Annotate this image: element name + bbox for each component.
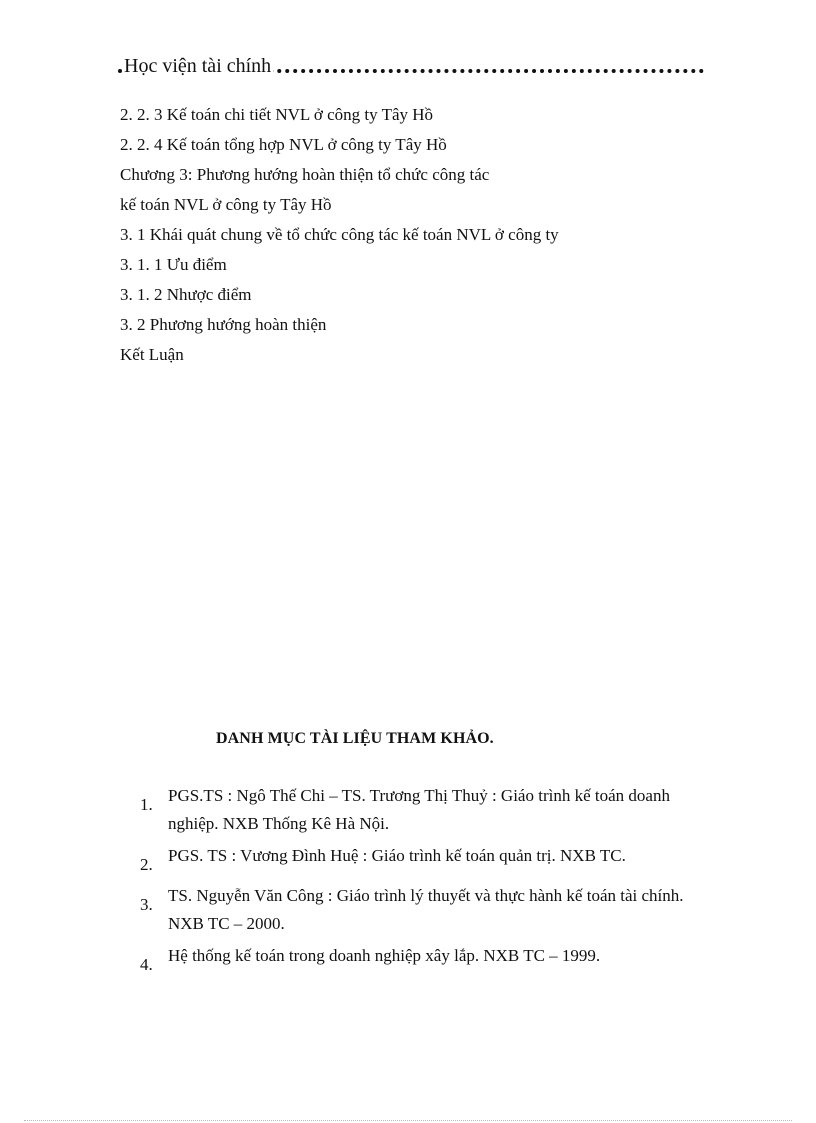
toc-line: 2. 2. 3 Kế toán chi tiết NVL ở công ty Tây Hồ — [120, 105, 434, 124]
page-header — [118, 52, 704, 80]
toc-line: Kết Luận — [120, 345, 184, 364]
reference-text: PGS.TS : Ngô Thế Chi – TS. Trương Thị Thuỷ : Giáo trình kế toán doanh nghiệp. NXB Thống Kê Hà Nội. — [168, 786, 670, 833]
toc-line: 3. 1. 1 Ưu điểm — [120, 255, 227, 274]
references-list — [140, 782, 700, 982]
reference-number: 4. — [140, 955, 153, 974]
toc-line: Chương 3: Phương hướng hoàn thiện tổ chức công tác — [120, 165, 490, 184]
reference-number: 3. — [140, 895, 153, 914]
reference-item — [140, 942, 700, 978]
table-of-contents — [120, 100, 559, 370]
toc-line: 3. 2 Phương hướng hoàn thiện — [120, 315, 327, 334]
reference-text: TS. Nguyễn Văn Công : Giáo trình lý thuyết và thực hành kế toán tài chính. NXB TC – 2000. — [168, 886, 684, 933]
reference-item — [140, 882, 700, 938]
reference-text: Hệ thống kế toán trong doanh nghiệp xây lắp. NXB TC – 1999. — [168, 946, 601, 965]
reference-text: PGS. TS : Vương Đình Huệ : Giáo trình kế toán quản trị. NXB TC. — [168, 846, 626, 865]
reference-item — [140, 842, 700, 878]
page-bottom-rule — [24, 1120, 792, 1121]
toc-line: kế toán NVL ở công ty Tây Hồ — [120, 195, 332, 214]
header-title: Học viện tài chính — [124, 52, 273, 80]
reference-number: 2. — [140, 855, 153, 874]
reference-number: 1. — [140, 795, 153, 814]
toc-line: 2. 2. 4 Kế toán tổng hợp NVL ở công ty Tây Hồ — [120, 135, 447, 154]
references-title: DANH MỤC TÀI LIỆU THAM KHẢO. — [216, 730, 494, 747]
toc-line: 3. 1 Khái quát chung về tổ chức công tác kế toán NVL ở công ty — [120, 225, 559, 244]
toc-line: 3. 1. 2 Nhược điểm — [120, 285, 252, 304]
reference-item — [140, 782, 700, 838]
